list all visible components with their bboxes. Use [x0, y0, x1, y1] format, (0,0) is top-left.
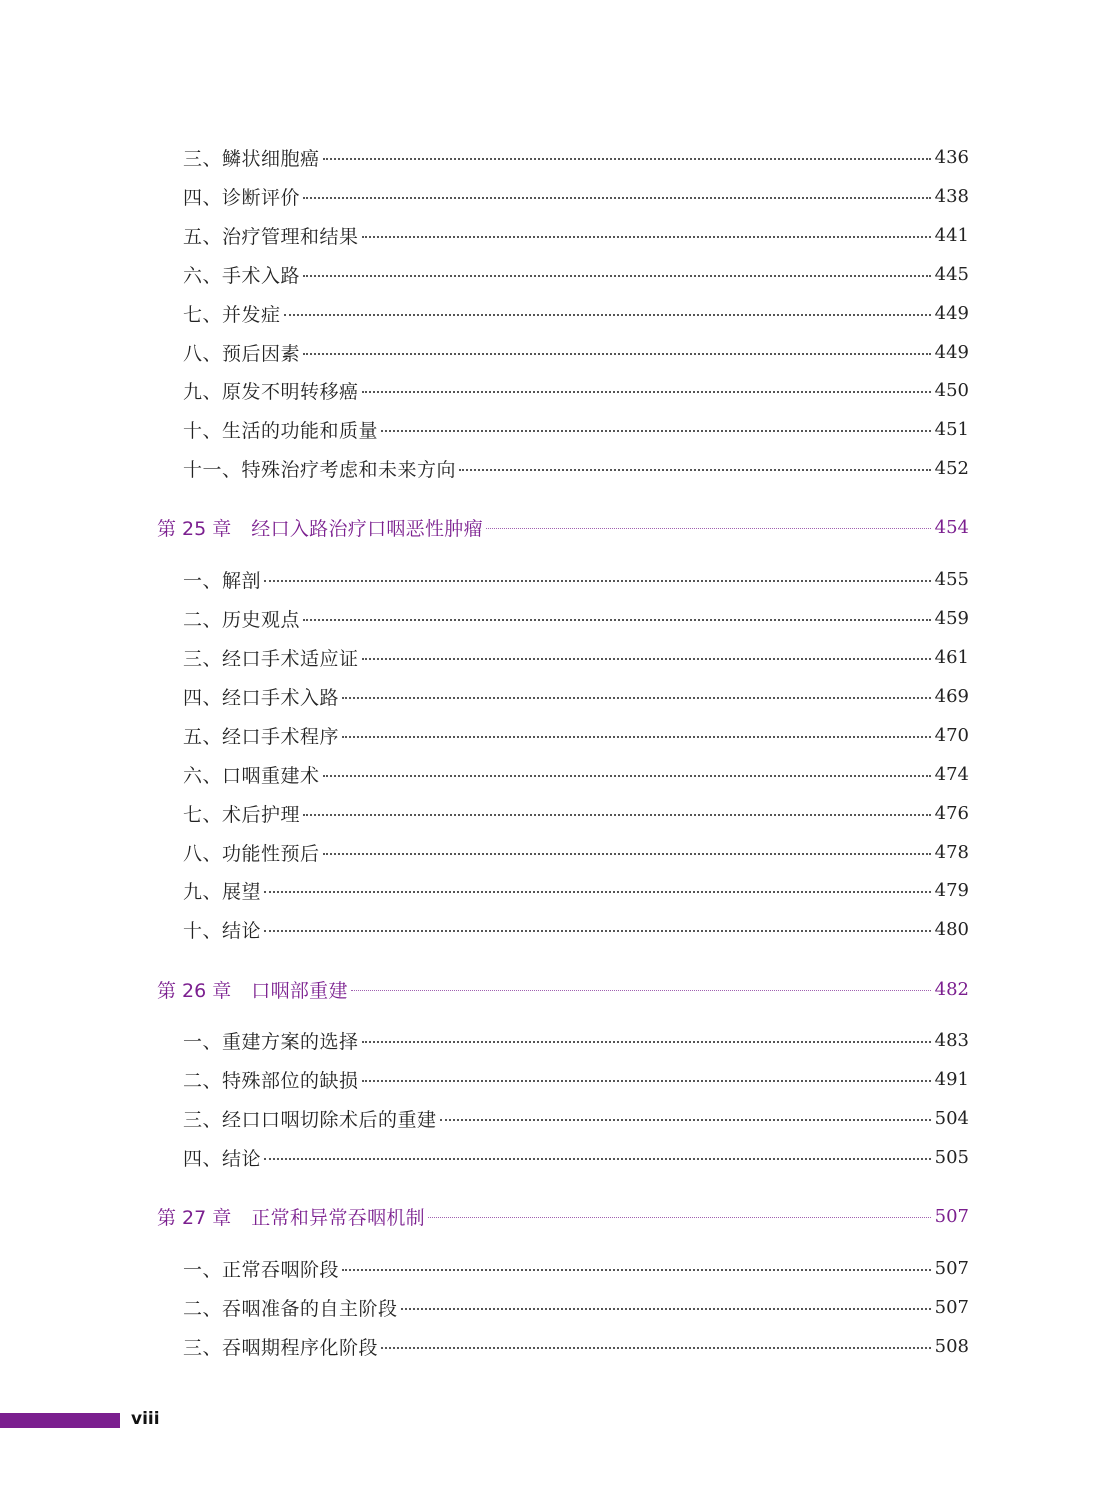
chapter-number: 第 26 章 — [157, 979, 232, 1002]
dot-leader — [323, 853, 931, 855]
dot-leader — [264, 1158, 931, 1160]
entry-page-number: 478 — [934, 841, 969, 863]
dot-leader — [381, 1347, 931, 1349]
dot-leader — [362, 1080, 931, 1082]
entry-title: 八、预后因素 — [183, 342, 301, 365]
dot-leader — [303, 275, 931, 277]
dot-leader — [362, 236, 931, 238]
toc-chapter-heading[interactable] — [0, 971, 1102, 1007]
entry-page-number: 450 — [934, 379, 969, 401]
entry-title: 二、特殊部位的缺损 — [183, 1069, 359, 1092]
entry-page-number: 451 — [934, 418, 969, 440]
toc-entry[interactable] — [0, 834, 1102, 870]
entry-page-number: 507 — [934, 1257, 969, 1279]
toc-chapter-heading[interactable] — [0, 509, 1102, 545]
entry-page-number: 474 — [934, 763, 969, 785]
dot-leader — [264, 580, 931, 582]
entry-title: 一、重建方案的选择 — [183, 1030, 359, 1053]
entry-title: 八、功能性预后 — [183, 842, 320, 865]
toc-entry[interactable] — [0, 450, 1102, 486]
toc-entry[interactable] — [0, 561, 1102, 597]
toc-entry[interactable] — [0, 372, 1102, 408]
entry-title: 六、口咽重建术 — [183, 764, 320, 787]
dot-leader — [351, 990, 931, 991]
toc-entry[interactable] — [0, 872, 1102, 908]
dot-leader — [342, 697, 931, 699]
chapter-number: 第 25 章 — [157, 517, 232, 540]
entry-title: 九、展望 — [183, 880, 262, 903]
entry-page-number: 491 — [934, 1068, 969, 1090]
footer-accent-bar — [0, 1413, 120, 1428]
entry-page-number: 508 — [934, 1335, 969, 1357]
dot-leader — [303, 353, 931, 355]
toc-entry[interactable] — [0, 178, 1102, 214]
entry-title: 三、经口手术适应证 — [183, 647, 359, 670]
entry-page-number: 438 — [934, 185, 969, 207]
entry-page-number: 449 — [934, 302, 969, 324]
entry-title: 七、术后护理 — [183, 803, 301, 826]
entry-title: 九、原发不明转移癌 — [183, 380, 359, 403]
entry-page-number: 449 — [934, 341, 969, 363]
toc-entry[interactable] — [0, 1061, 1102, 1097]
dot-leader — [486, 528, 931, 529]
entry-title: 十、生活的功能和质量 — [183, 419, 379, 442]
dot-leader — [284, 314, 931, 316]
entry-page-number: 445 — [934, 263, 969, 285]
toc-entry[interactable] — [0, 411, 1102, 447]
entry-page-number: 469 — [934, 685, 969, 707]
dot-leader — [264, 930, 931, 932]
entry-title: 二、历史观点 — [183, 608, 301, 631]
toc-entry[interactable] — [0, 295, 1102, 331]
toc-entry[interactable] — [0, 911, 1102, 947]
entry-page-number: 455 — [934, 568, 969, 590]
entry-title: 十一、特殊治疗考虑和未来方向 — [183, 458, 457, 481]
entry-title: 三、鳞状细胞癌 — [183, 147, 320, 170]
entry-page-number: 436 — [934, 146, 969, 168]
entry-page-number: 476 — [934, 802, 969, 824]
entry-page-number: 505 — [934, 1146, 969, 1168]
toc-entry[interactable] — [0, 256, 1102, 292]
dot-leader — [342, 736, 931, 738]
dot-leader — [362, 658, 931, 660]
entry-page-number: 480 — [934, 918, 969, 940]
chapter-page-number: 482 — [934, 978, 969, 1000]
entry-title: 四、经口手术入路 — [183, 686, 340, 709]
dot-leader — [264, 891, 931, 893]
entry-title: 四、诊断评价 — [183, 186, 301, 209]
toc-entry[interactable] — [0, 678, 1102, 714]
entry-page-number: 507 — [934, 1296, 969, 1318]
dot-leader — [362, 1041, 931, 1043]
toc-entry[interactable] — [0, 795, 1102, 831]
dot-leader — [323, 775, 931, 777]
dot-leader — [381, 430, 931, 432]
chapter-page-number: 507 — [934, 1205, 969, 1227]
entry-page-number: 504 — [934, 1107, 969, 1129]
toc-entry[interactable] — [0, 756, 1102, 792]
entry-title: 十、结论 — [183, 919, 262, 942]
entry-page-number: 461 — [934, 646, 969, 668]
chapter-title: 口咽部重建 — [251, 979, 348, 1002]
entry-title: 六、手术入路 — [183, 264, 301, 287]
dot-leader — [428, 1217, 931, 1218]
toc-entry[interactable] — [0, 717, 1102, 753]
entry-title: 七、并发症 — [183, 303, 281, 326]
entry-page-number: 459 — [934, 607, 969, 629]
entry-title: 三、经口口咽切除术后的重建 — [183, 1108, 437, 1131]
toc-entry[interactable] — [0, 1250, 1102, 1286]
toc-entry[interactable] — [0, 217, 1102, 253]
chapter-number: 第 27 章 — [157, 1206, 232, 1229]
chapter-title: 正常和异常吞咽机制 — [251, 1206, 425, 1229]
toc-entry[interactable] — [0, 600, 1102, 636]
entry-title: 四、结论 — [183, 1147, 262, 1170]
toc-entry[interactable] — [0, 334, 1102, 370]
toc-entry[interactable] — [0, 639, 1102, 675]
chapter-page-number: 454 — [934, 516, 969, 538]
toc-chapter-heading[interactable] — [0, 1198, 1102, 1234]
entry-page-number: 479 — [934, 879, 969, 901]
dot-leader — [303, 814, 931, 816]
entry-title: 五、经口手术程序 — [183, 725, 340, 748]
dot-leader — [303, 619, 931, 621]
toc-entry[interactable] — [0, 1289, 1102, 1325]
chapter-title: 经口入路治疗口咽恶性肿瘤 — [251, 517, 483, 540]
dot-leader — [440, 1119, 931, 1121]
toc-entry[interactable] — [0, 1100, 1102, 1136]
entry-title: 二、吞咽准备的自主阶段 — [183, 1297, 398, 1320]
entry-title: 一、正常吞咽阶段 — [183, 1258, 340, 1281]
entry-title: 五、治疗管理和结果 — [183, 225, 359, 248]
entry-title: 三、吞咽期程序化阶段 — [183, 1336, 379, 1359]
toc-entry[interactable] — [0, 1139, 1102, 1175]
dot-leader — [459, 469, 931, 471]
entry-title: 一、解剖 — [183, 569, 262, 592]
dot-leader — [303, 197, 931, 199]
entry-page-number: 452 — [934, 457, 969, 479]
dot-leader — [362, 391, 931, 393]
dot-leader — [401, 1308, 931, 1310]
dot-leader — [342, 1269, 931, 1271]
entry-page-number: 483 — [934, 1029, 969, 1051]
footer-page-number: viii — [131, 1409, 160, 1429]
toc-entry[interactable] — [0, 1328, 1102, 1364]
entry-page-number: 470 — [934, 724, 969, 746]
toc-entry[interactable] — [0, 139, 1102, 175]
dot-leader — [323, 158, 931, 160]
toc-entry[interactable] — [0, 1022, 1102, 1058]
entry-page-number: 441 — [934, 224, 969, 246]
